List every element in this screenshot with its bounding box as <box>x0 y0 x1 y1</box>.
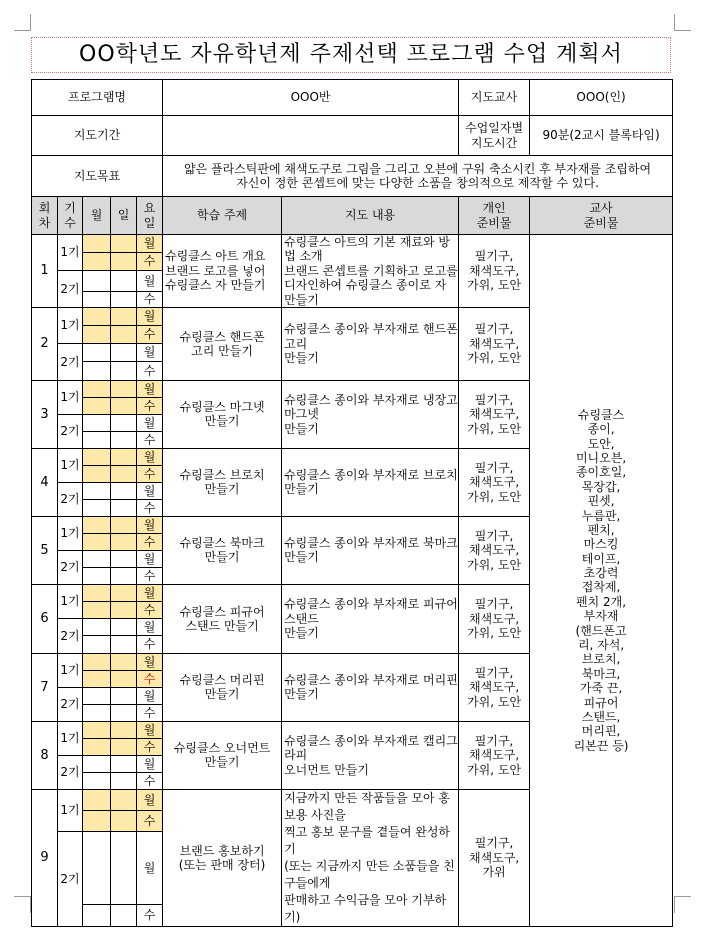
session-content-line: 오너먼트 만들기 <box>284 762 370 777</box>
date-cell[interactable] <box>111 253 137 271</box>
header-personal-line-2: 준비물 <box>476 215 512 230</box>
session-topic-line: 슈링클스 브로치 <box>179 468 265 483</box>
personal-supplies-line: 가위, 도안 <box>467 351 522 366</box>
period-cell: 1기 <box>58 235 83 271</box>
weekday-cell: 월 <box>137 271 163 292</box>
header-weekday-line-1: 요 <box>143 201 156 216</box>
date-cell[interactable] <box>111 789 137 810</box>
date-cell[interactable] <box>111 307 137 325</box>
class-time-value: 90분(2교시 블록타임) <box>530 116 673 156</box>
session-topic <box>163 653 282 721</box>
header-session <box>32 197 58 235</box>
personal-supplies-line: 가위, 도안 <box>467 489 522 504</box>
weekday-cell: 월 <box>137 550 163 567</box>
month-cell[interactable] <box>83 810 111 831</box>
month-cell[interactable] <box>83 253 111 271</box>
session-content <box>282 448 459 516</box>
period-cell: 1기 <box>58 380 83 414</box>
session-number: 4 <box>32 448 58 516</box>
weekday-cell: 수 <box>137 635 163 653</box>
session-content-line: 만들기 <box>284 421 319 436</box>
date-cell[interactable] <box>111 670 137 687</box>
weekday-cell: 월 <box>137 831 163 904</box>
date-cell[interactable] <box>111 361 137 380</box>
session-content-line: 슈링클스 종이와 부자재로 브로치 만들기 <box>284 468 458 497</box>
weekday-cell: 월 <box>137 482 163 499</box>
session-content-line: 슈링클스 종이와 부자재로 냉장고 마그넷 <box>284 392 458 422</box>
period-cell: 2기 <box>58 550 83 584</box>
personal-supplies-line: 가위, 도안 <box>467 626 522 641</box>
weekday-cell: 월 <box>137 307 163 325</box>
weekday-cell: 월 <box>137 414 163 431</box>
program-name-label: 프로그램명 <box>32 80 163 116</box>
session-topic-line: 슈링클스 마그넷 <box>179 400 265 415</box>
weekday-cell: 월 <box>137 380 163 397</box>
period-cell: 1기 <box>58 516 83 550</box>
date-cell[interactable] <box>111 448 137 465</box>
date-cell[interactable] <box>111 482 137 499</box>
goal-line-2: 자신이 정한 콘셉트에 맞는 다양한 소품을 창의적으로 제작할 수 있다. <box>236 176 599 190</box>
session-number: 3 <box>32 380 58 448</box>
date-cell[interactable] <box>111 584 137 601</box>
month-cell[interactable] <box>83 307 111 325</box>
teacher-supplies-line: 종이호일, <box>575 465 627 480</box>
session-topic-line: (또는 판매 장터) <box>178 857 266 872</box>
personal-supplies-line: 필기구, <box>474 836 514 851</box>
weekday-cell: 월 <box>137 755 163 772</box>
session-topic-line: 브랜드 로고를 넣어 <box>165 263 266 278</box>
header-teacher-line-2: 준비물 <box>583 215 619 230</box>
month-cell[interactable] <box>83 687 111 704</box>
personal-supplies <box>459 789 530 926</box>
personal-supplies-line: 필기구, <box>474 528 514 543</box>
teacher-supplies-line: 리본끈 등) <box>573 738 629 753</box>
session-topic-line: 만들기 <box>204 550 240 565</box>
session-topic <box>163 235 282 308</box>
weekday-cell: 수 <box>137 810 163 831</box>
teacher-supplies-line: 머리핀, <box>581 724 621 739</box>
document-title: OO학년도 자유학년제 주제선택 프로그램 수업 계획서 <box>31 37 671 73</box>
date-cell[interactable] <box>111 550 137 567</box>
period-cell: 2기 <box>58 414 83 448</box>
session-number: 8 <box>32 721 58 789</box>
header-content: 지도 내용 <box>282 197 459 235</box>
period-cell: 1기 <box>58 584 83 618</box>
month-cell[interactable] <box>83 343 111 361</box>
date-cell[interactable] <box>111 618 137 635</box>
date-cell[interactable] <box>111 635 137 653</box>
teacher-supplies-line: 리, 자석, <box>577 638 625 653</box>
session-topic <box>163 789 282 926</box>
session-topic-line: 만들기 <box>204 482 240 497</box>
personal-supplies <box>459 721 530 789</box>
personal-supplies-line: 채색도구, <box>468 336 520 351</box>
month-cell[interactable] <box>83 567 111 584</box>
date-cell[interactable] <box>111 343 137 361</box>
personal-supplies-line: 채색도구, <box>468 850 520 865</box>
session-content-line: 슈링클스 종이와 부자재로 머리핀 만들기 <box>284 673 458 702</box>
teacher-supplies-line: 펜치 2개, <box>576 594 627 609</box>
month-cell[interactable] <box>83 516 111 533</box>
session-number: 7 <box>32 653 58 721</box>
personal-supplies <box>459 380 530 448</box>
month-cell[interactable] <box>83 325 111 343</box>
weekday-cell: 수 <box>137 397 163 414</box>
session-content <box>282 721 459 789</box>
session-content-line: 판매하고 수익금을 모아 기부하기) <box>284 892 447 924</box>
month-cell[interactable] <box>83 789 111 810</box>
corner-mark-top-right <box>674 14 691 31</box>
teacher-supplies <box>530 235 673 927</box>
weekday-cell: 월 <box>137 618 163 635</box>
month-cell[interactable] <box>83 361 111 380</box>
session-content-line: (또는 지금까지 만든 소품들을 친구들에게 <box>284 858 455 890</box>
personal-supplies-line: 채색도구, <box>468 263 520 278</box>
date-cell[interactable] <box>111 831 137 904</box>
goal-line-1: 얇은 플라스틱판에 채색도구로 그림을 그리고 오븐에 구워 축소시킨 후 부자재를 조립하여 <box>184 161 652 176</box>
month-cell[interactable] <box>83 397 111 414</box>
header-weekday-line-2: 일 <box>143 215 156 230</box>
weekday-cell: 수 <box>137 904 163 926</box>
period-value <box>163 116 459 156</box>
date-cell[interactable] <box>111 516 137 533</box>
date-cell[interactable] <box>111 235 137 253</box>
weekday-cell: 수 <box>137 431 163 448</box>
personal-supplies-line: 가위, 도안 <box>467 762 522 777</box>
weekday-cell: 월 <box>137 343 163 361</box>
session-topic-line: 슈링클스 오너먼트 <box>173 741 271 756</box>
session-topic-line: 고리 만들기 <box>191 343 253 358</box>
teacher-supplies-line: 목장갑, <box>581 479 621 494</box>
session-content-line: 지금까지 만든 작품들을 모아 홍보용 사진을 <box>284 790 451 822</box>
weekday-cell: 월 <box>137 235 163 253</box>
personal-supplies-line: 가위, 도안 <box>467 421 522 436</box>
personal-supplies-line: 필기구, <box>474 392 514 407</box>
date-cell[interactable] <box>111 904 137 926</box>
header-session-line-2: 차 <box>38 215 51 230</box>
date-cell[interactable] <box>111 414 137 431</box>
header-date: 일 <box>111 197 137 235</box>
teacher-supplies-line: 슈링클스 <box>577 407 625 422</box>
personal-supplies <box>459 584 530 653</box>
date-cell[interactable] <box>111 325 137 343</box>
personal-supplies-line: 채색도구, <box>468 748 520 763</box>
month-cell[interactable] <box>83 482 111 499</box>
teacher-supplies-line: 피규어 <box>583 695 619 710</box>
teacher-supplies-line: 스탠드, <box>581 709 621 724</box>
teacher-supplies-line: 핀셋, <box>587 494 615 509</box>
teacher-supplies-line: 도안, <box>587 436 615 451</box>
date-cell[interactable] <box>111 738 137 755</box>
session-topic <box>163 448 282 516</box>
month-cell[interactable] <box>83 755 111 772</box>
header-period-line-1: 기 <box>64 201 76 216</box>
month-cell[interactable] <box>83 653 111 670</box>
weekday-cell: 수 <box>137 325 163 343</box>
session-topic <box>163 380 282 448</box>
date-cell[interactable] <box>111 567 137 584</box>
month-cell[interactable] <box>83 448 111 465</box>
session-content <box>282 653 459 721</box>
period-cell: 1기 <box>58 448 83 482</box>
session-content-line: 찍고 홍보 문구를 곁들여 완성하기 <box>284 824 451 856</box>
session-topic-line: 슈링클스 북마크 <box>179 536 265 551</box>
corner-mark-bottom-left <box>14 896 31 913</box>
corner-mark-bottom-right <box>674 896 691 913</box>
personal-supplies-line: 가위 <box>482 865 506 880</box>
session-topic-line: 스탠드 만들기 <box>185 618 259 633</box>
month-cell[interactable] <box>83 635 111 653</box>
personal-supplies <box>459 516 530 584</box>
period-cell: 2기 <box>58 755 83 789</box>
personal-supplies-line: 필기구, <box>474 733 514 748</box>
session-topic-line: 슈링클스 머리핀 <box>179 673 265 688</box>
session-number: 6 <box>32 584 58 653</box>
personal-supplies-line: 가위, 도안 <box>467 694 522 709</box>
header-personal-line-1: 개인 <box>482 201 506 216</box>
header-month: 월 <box>83 197 111 235</box>
personal-supplies-line: 채색도구, <box>468 407 520 422</box>
weekday-cell: 월 <box>137 584 163 601</box>
period-cell: 1기 <box>58 653 83 687</box>
session-topic <box>163 307 282 380</box>
weekday-cell: 수 <box>137 772 163 789</box>
date-cell[interactable] <box>111 271 137 292</box>
weekday-cell: 수 <box>137 361 163 380</box>
session-subrow <box>32 235 673 253</box>
session-topic-line: 만들기 <box>204 687 240 702</box>
teacher-value: OOO(인) <box>530 80 673 116</box>
weekday-cell: 수 <box>137 533 163 550</box>
month-cell[interactable] <box>83 670 111 687</box>
month-cell[interactable] <box>83 601 111 618</box>
personal-supplies <box>459 653 530 721</box>
period-cell: 2기 <box>58 271 83 308</box>
session-content-line: 슈링클스 종이와 부자재로 피규어 스탠드 <box>284 597 458 626</box>
teacher-supplies-line: 마스킹 <box>583 537 619 552</box>
teacher-supplies-line: 브로치, <box>581 652 621 667</box>
class-time-label-line-1: 수업일자별 <box>465 121 524 136</box>
session-topic <box>163 584 282 653</box>
month-cell[interactable] <box>83 533 111 550</box>
date-cell[interactable] <box>111 465 137 482</box>
weekday-cell: 수 <box>137 291 163 307</box>
month-cell[interactable] <box>83 431 111 448</box>
personal-supplies-line: 필기구, <box>474 597 514 612</box>
date-cell[interactable] <box>111 499 137 516</box>
month-cell[interactable] <box>83 772 111 789</box>
period-cell: 1기 <box>58 721 83 755</box>
month-cell[interactable] <box>83 235 111 253</box>
teacher-supplies-line: 펜치, <box>587 522 615 537</box>
session-topic-line: 브랜드 홍보하기 <box>179 843 265 858</box>
weekday-cell: 수 <box>137 499 163 516</box>
weekday-cell: 수 <box>137 253 163 271</box>
weekday-cell: 월 <box>137 789 163 810</box>
session-number: 2 <box>32 307 58 380</box>
lesson-plan-table <box>31 79 673 927</box>
header-teacher-supplies <box>530 197 673 235</box>
personal-supplies-line: 가위, 도안 <box>467 557 522 572</box>
session-content-line: 슈링클스 종이와 부자재로 캘리그라피 <box>284 733 458 763</box>
personal-supplies-line: 채색도구, <box>468 611 520 626</box>
weekday-cell: 수 <box>137 567 163 584</box>
session-content <box>282 380 459 448</box>
goal-label: 지도목표 <box>32 156 163 197</box>
month-cell[interactable] <box>83 721 111 738</box>
month-cell[interactable] <box>83 904 111 926</box>
session-content-line: 슈링클스 종이와 부자재로 핸드폰 고리 <box>284 322 458 351</box>
header-period-line-2: 수 <box>64 215 76 230</box>
month-cell[interactable] <box>83 291 111 307</box>
period-label: 지도기간 <box>32 116 163 156</box>
month-cell[interactable] <box>83 550 111 567</box>
session-topic-line: 슈링클스 핸드폰 <box>179 329 265 344</box>
session-content-line: 디자인하여 슈링클스 종이로 자 만들기 <box>284 278 447 307</box>
teacher-supplies-line: 누름판, <box>581 508 621 523</box>
month-cell[interactable] <box>83 271 111 292</box>
session-content <box>282 584 459 653</box>
header-session-line-1: 회 <box>38 201 51 216</box>
period-cell: 2기 <box>58 687 83 721</box>
session-topic-line: 만들기 <box>204 755 240 770</box>
weekday-cell: 수 <box>137 601 163 618</box>
teacher-supplies-line: 테이프, <box>581 551 621 566</box>
weekday-cell: 수 <box>137 465 163 482</box>
month-cell[interactable] <box>83 414 111 431</box>
personal-supplies-line: 채색도구, <box>468 475 520 490</box>
date-cell[interactable] <box>111 397 137 414</box>
teacher-supplies-line: 미니오븐, <box>575 450 627 465</box>
teacher-supplies-line: 가죽 끈, <box>579 681 623 696</box>
date-cell[interactable] <box>111 687 137 704</box>
month-cell[interactable] <box>83 831 111 904</box>
personal-supplies <box>459 307 530 380</box>
session-content <box>282 789 459 926</box>
header-topic: 학습 주제 <box>163 197 282 235</box>
weekday-cell: 월 <box>137 448 163 465</box>
header-period <box>58 197 83 235</box>
personal-supplies-line: 가위, 도안 <box>467 278 522 293</box>
date-cell[interactable] <box>111 721 137 738</box>
session-content-line: 만들기 <box>284 626 319 641</box>
period-cell: 2기 <box>58 482 83 516</box>
session-number: 1 <box>32 235 58 308</box>
weekday-cell: 월 <box>137 721 163 738</box>
session-topic-line: 만들기 <box>204 414 240 429</box>
personal-supplies-line: 필기구, <box>474 322 514 337</box>
period-cell: 2기 <box>58 831 83 926</box>
session-topic <box>163 516 282 584</box>
period-cell: 2기 <box>58 343 83 380</box>
month-cell[interactable] <box>83 618 111 635</box>
goal-text <box>163 156 673 197</box>
session-topic-line: 슈링클스 아트 개요 <box>165 249 266 264</box>
personal-supplies <box>459 235 530 308</box>
date-cell[interactable] <box>111 533 137 550</box>
teacher-supplies-line: 부자재 <box>583 609 619 624</box>
teacher-supplies-line: 종이, <box>587 422 615 437</box>
date-cell[interactable] <box>111 755 137 772</box>
personal-supplies-line: 필기구, <box>474 460 514 475</box>
session-topic <box>163 721 282 789</box>
personal-supplies-line: 채색도구, <box>468 543 520 558</box>
weekday-cell: 월 <box>137 516 163 533</box>
date-cell[interactable] <box>111 772 137 789</box>
date-cell[interactable] <box>111 653 137 670</box>
teacher-supplies-line: (핸드폰고 <box>575 623 627 638</box>
month-cell[interactable] <box>83 465 111 482</box>
teacher-supplies-line: 초강력 <box>583 566 619 581</box>
corner-mark-top-left <box>14 14 31 31</box>
date-cell[interactable] <box>111 380 137 397</box>
teacher-label: 지도교사 <box>459 80 530 116</box>
header-weekday <box>137 197 163 235</box>
date-cell[interactable] <box>111 704 137 721</box>
session-content-line: 슈링클스 아트의 기본 재료와 방법 소개 <box>284 235 451 264</box>
personal-supplies <box>459 448 530 516</box>
period-cell: 2기 <box>58 618 83 653</box>
month-cell[interactable] <box>83 499 111 516</box>
session-content <box>282 516 459 584</box>
session-number: 9 <box>32 789 58 926</box>
period-cell: 1기 <box>58 307 83 343</box>
period-cell: 1기 <box>58 789 83 831</box>
header-personal-supplies <box>459 197 530 235</box>
session-content-line: 브랜드 콘셉트를 기획하고 로고를 <box>284 263 458 278</box>
month-cell[interactable] <box>83 704 111 721</box>
month-cell[interactable] <box>83 380 111 397</box>
personal-supplies-line: 필기구, <box>474 249 514 264</box>
session-topic-line: 슈링클스 피규어 <box>179 604 265 619</box>
session-topic-line: 슈링클스 자 만들기 <box>165 278 266 293</box>
date-cell[interactable] <box>111 431 137 448</box>
weekday-cell: 수 <box>137 738 163 755</box>
program-name-value: OOO반 <box>163 80 459 116</box>
weekday-cell: 월 <box>137 687 163 704</box>
class-time-label <box>459 116 530 156</box>
weekday-cell: 월 <box>137 653 163 670</box>
personal-supplies-line: 채색도구, <box>468 680 520 695</box>
teacher-supplies-line: 접착제, <box>581 580 621 595</box>
session-content <box>282 307 459 380</box>
class-time-label-line-2: 지도시간 <box>470 135 518 150</box>
month-cell[interactable] <box>83 584 111 601</box>
date-cell[interactable] <box>111 601 137 618</box>
header-teacher-line-1: 교사 <box>589 201 613 216</box>
month-cell[interactable] <box>83 738 111 755</box>
personal-supplies-line: 필기구, <box>474 665 514 680</box>
session-content <box>282 235 459 308</box>
weekday-cell: 수 <box>137 704 163 721</box>
session-number: 5 <box>32 516 58 584</box>
weekday-cell: 수 <box>137 670 163 687</box>
date-cell[interactable] <box>111 810 137 831</box>
date-cell[interactable] <box>111 291 137 307</box>
session-content-line: 슈링클스 종이와 부자재로 북마크 만들기 <box>284 536 458 565</box>
session-content-line: 만들기 <box>284 351 319 366</box>
teacher-supplies-line: 북마크, <box>581 666 621 681</box>
